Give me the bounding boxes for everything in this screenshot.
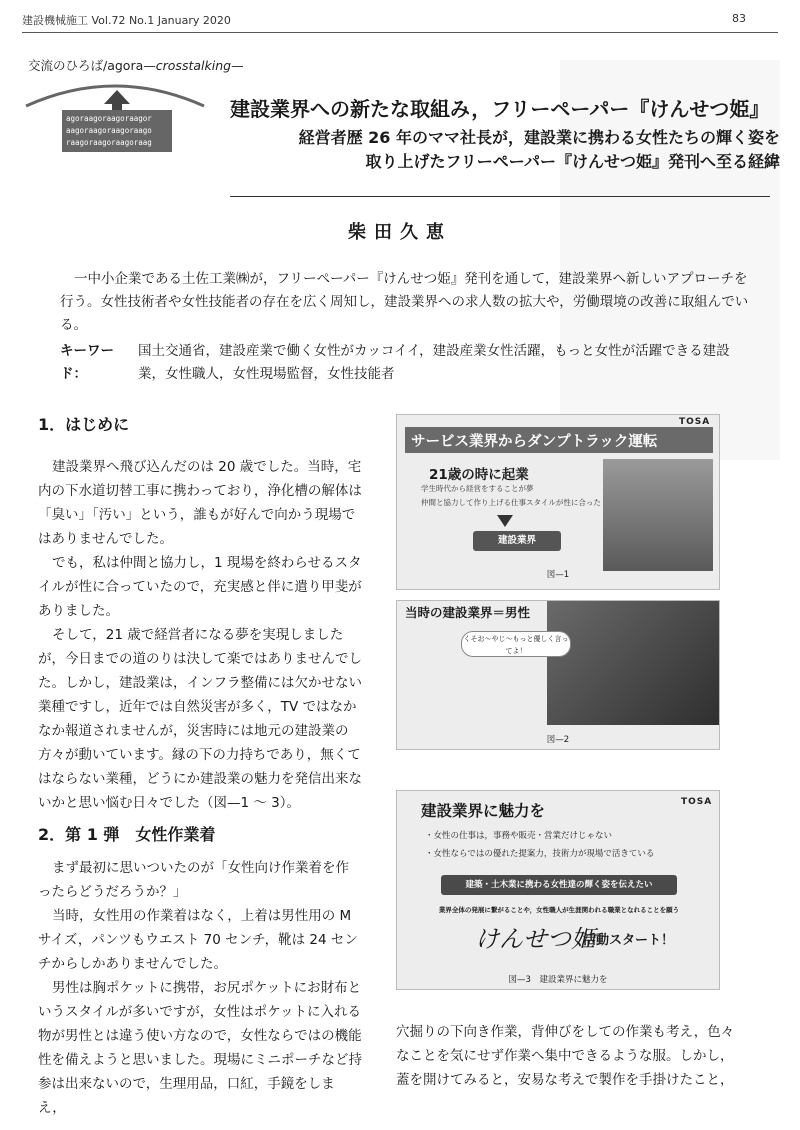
figure1-pill: 建設業界 (473, 531, 561, 551)
figure3-start: 活動スタート！ (583, 933, 675, 948)
author-name: 柴田久恵 (348, 222, 452, 243)
construction-site-photo (547, 601, 719, 725)
section1-body (38, 455, 362, 815)
figure1-line: 学生時代から経営をすることが夢 (421, 484, 534, 493)
article-subtitle (180, 126, 780, 174)
kensetsu-hime-logo: けんせつ姫 (475, 925, 595, 953)
figure1-caption: 図—1 (546, 570, 570, 580)
figure2-head: 当時の建設業界＝男性 (405, 605, 531, 620)
paragraph: 建設業界へ飛び込んだのは 20 歳でした。当時，宅内の下水道切替工事に携わっており，浄化槽の解体は「臭い」「汚い」という，誰もが好んで向かう現場ではありませんでした。 (38, 459, 362, 547)
speech-bubble: くそお〜やじ〜もっと優しく言ってよ！ (461, 631, 571, 657)
keywords-text: 国土交通省，建設産業で働く女性がカッコイイ，建設産業女性活躍，もっと女性が活躍できる建設業，女性職人，女性現場監督，女性技能者 (138, 343, 730, 382)
header-rule (22, 32, 778, 33)
right-column-text (396, 1020, 740, 1092)
paragraph: 男性は胸ポケットに携帯，お尻ポケットにお財布というスタイルが多いですが，女性はポケットに入れる物が男性とは違う使い方なので，女性ならではの機能性を備えようと思いました。現場にミニポーチなど持参は出来ないので，生理用品，口紅，手鏡をしまえ， (38, 980, 362, 1116)
subtitle-line: 取り上げたフリーペーパー『けんせつ姫』発刊へ至る経緯 (365, 152, 780, 171)
section2-body (38, 856, 362, 1120)
keywords-label: キーワード： (60, 343, 114, 382)
figure3-bar: 建築・土木業に携わる女性達の輝く姿を伝えたい (441, 875, 677, 895)
figure1-line: 仲間と協力して作り上げる仕事スタイルが性に合った (421, 498, 601, 507)
section2-heading: 2．第 1 弾 女性作業着 (38, 825, 216, 844)
tosa-logo: TOSA (681, 797, 713, 807)
figure3-head: 建設業界に魅力を (421, 802, 546, 820)
down-arrow-icon (497, 515, 513, 527)
title-rule (230, 196, 770, 197)
section-tag-italic: crosstalking (155, 58, 232, 73)
page-number: 83 (732, 12, 746, 25)
logo-line: agoraagoraagoraagor (66, 114, 152, 123)
paragraph: でも，私は仲間と協力し，1 現場を終わらせるスタイルが性に合っていたので，充実感と伴に遣り甲斐がありました。 (38, 555, 362, 619)
figure3-bullet: ・女性ならではの優れた提案力，技術力が現場で活きている (425, 849, 655, 859)
figure2-caption: 図—2 (546, 735, 570, 745)
tosa-logo: TOSA (679, 417, 711, 427)
paragraph: まず最初に思いついたのが「女性向け作業着を作ったらどうだろうか？」 (38, 860, 349, 900)
subtitle-line: 経営者歴 26 年のママ社長が，建設業に携わる女性たちの輝く姿を (298, 128, 780, 147)
article-title: 建設業界への新たな取組み，フリーペーパー『けんせつ姫』 (230, 97, 770, 121)
dump-truck-photo (603, 459, 713, 571)
figure1-big-text: 21歳の時に起業 (429, 467, 529, 483)
section-tag-prefix: 交流のひろば/agora— (28, 58, 156, 73)
journal-header: 建設機械施工 Vol.72 No.1 January 2020 (22, 14, 231, 27)
logo-line: aagoraagoraagoraago (66, 126, 152, 135)
figure3-bullet: ・女性の仕事は，事務や販売・営業だけじゃない (425, 831, 613, 841)
agora-logo-box (62, 110, 172, 152)
figure1-band-text: サービス業界からダンプトラック運転 (411, 434, 658, 450)
paragraph: 当時，女性用の作業着はなく，上着は男性用の M サイズ，パンツもウエスト 70 センチ，靴は 24 センチからしかありませんでした。 (38, 908, 358, 972)
figure-3 (396, 790, 720, 990)
figure3-caption: 図—3 建設業界に魅力を (508, 975, 608, 985)
abstract: 一中小企業である土佐工業㈱が，フリーペーパー『けんせつ姫』発刊を通して，建設業界へ新しいアプローチを行う。女性技術者や女性技能者の存在を広く周知し，建設業界への求人数の拡大や，労働環境の改善に取組んでいる。 (60, 271, 749, 333)
logo-line: raagoraagoraagoraag (66, 138, 152, 147)
section-tag-suffix: — (231, 58, 244, 73)
figure-2 (396, 600, 720, 750)
paragraph: そして，21 歳で経営者になる夢を実現しましたが，今日までの道のりは決して楽ではありませんでした。しかし，建設業は，インフラ整備には欠かせない業種ですし，近年では自然災害が多く，TV ではなかなか報道されませんが，災害時には地元の建設業の方々が動いています。縁の下の力持ちであり，無くてはならない業種，どうにか建設業の魅力を発信出来ないかと思い悩む日々でした（図—1 ～ 3）。 (38, 627, 362, 811)
section1-heading: 1．はじめに (38, 415, 130, 434)
figure3-note: 業界全体の発展に繋がることや，女性職人が生涯関われる職業となれることを願う (438, 906, 680, 914)
figure-1 (396, 414, 720, 590)
keywords (60, 340, 760, 386)
paragraph: 穴掘りの下向き作業，背伸びをしての作業も考え，色々なことを気にせず作業へ集中できるような服。しかし，蓋を開けてみると，安易な考えで製作を手掛けたこと， (396, 1024, 735, 1088)
